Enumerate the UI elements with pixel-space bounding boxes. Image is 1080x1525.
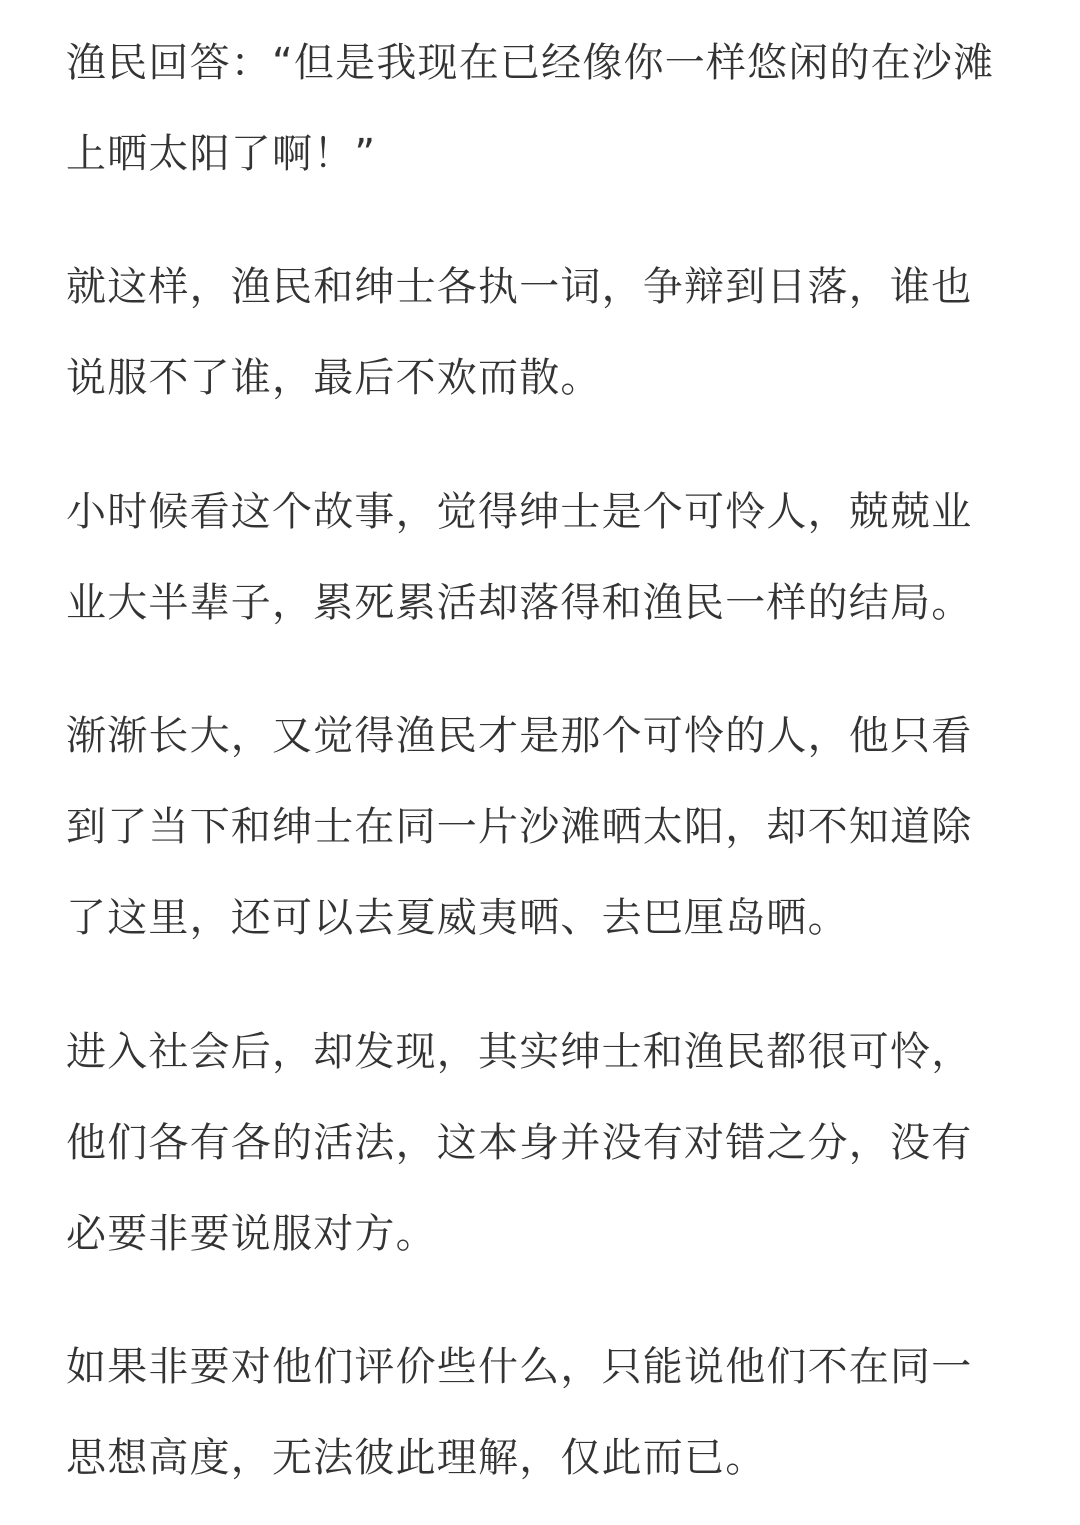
text-line: 必要非要说服对方。 xyxy=(66,1211,437,1257)
text-line: 渔民回答：“但是我现在已经像你一样悠闲的在沙滩 xyxy=(66,40,995,86)
text-line: 就这样，渔民和绅士各执一词，争辩到日落，谁也 xyxy=(66,264,973,310)
text-line: 小时候看这个故事，觉得绅士是个可怜人，兢兢业 xyxy=(66,489,973,535)
text-line: 他们各有各的活法，这本身并没有对错之分，没有 xyxy=(66,1120,973,1166)
text-line: 上晒太阳了啊！” xyxy=(66,131,377,177)
text-line: 渐渐长大，又觉得渔民才是那个可怜的人，他只看 xyxy=(66,713,973,759)
text-line: 说服不了谁，最后不欢而散。 xyxy=(66,355,602,401)
text-line: 到了当下和绅士在同一片沙滩晒太阳，却不知道除 xyxy=(66,804,973,850)
text-line: 如果非要对他们评价些什么，只能说他们不在同一 xyxy=(66,1344,973,1390)
text-line: 业大半辈子，累死累活却落得和渔民一样的结局。 xyxy=(66,580,973,626)
text-line: 了这里，还可以去夏威夷晒、去巴厘岛晒。 xyxy=(66,895,849,941)
text-line: 进入社会后，却发现，其实绅士和渔民都很可怜， xyxy=(66,1029,973,1075)
text-line: 思想高度，无法彼此理解，仅此而已。 xyxy=(66,1435,767,1481)
